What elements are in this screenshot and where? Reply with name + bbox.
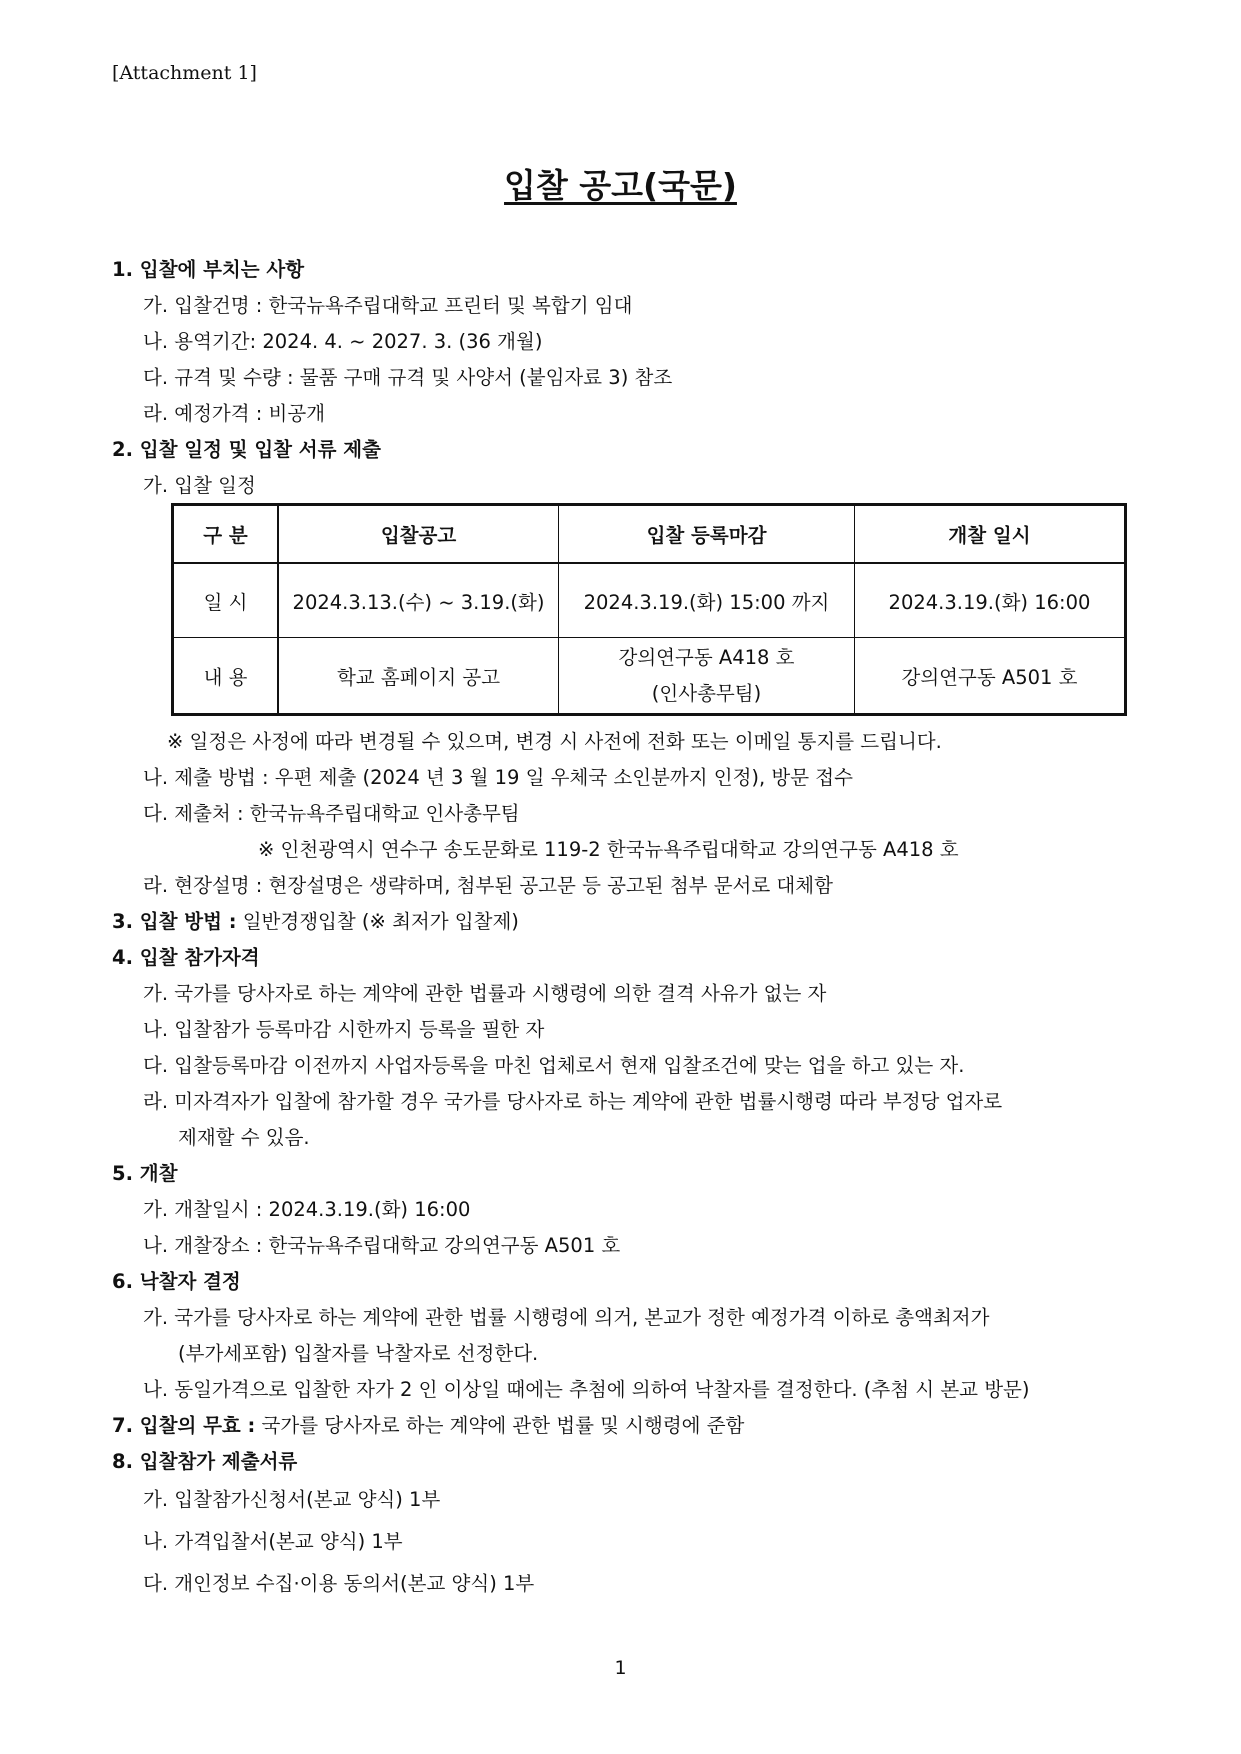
table-row (173, 563, 1126, 638)
page-number: 1 (614, 1657, 627, 1679)
table-cell: 2024.3.19.(화) 15:00 까지 (559, 563, 855, 638)
section-5-heading: 5. 개찰 (112, 1162, 178, 1185)
table-header-row (173, 505, 1126, 564)
section-8-item-a: 가. 입찰참가신청서(본교 양식) 1부 (143, 1488, 441, 1511)
section-2-heading: 2. 입찰 일정 및 입찰 서류 제출 (112, 438, 381, 461)
table-header-cell: 입찰 등록마감 (559, 505, 855, 564)
table-row (173, 638, 1126, 715)
table-cell (559, 638, 855, 715)
table-cell: 학교 홈페이지 공고 (278, 638, 559, 715)
section-4-item-a: 가. 국가를 당사자로 하는 계약에 관한 법률과 시행령에 의한 결격 사유가 없는 자 (143, 982, 827, 1005)
section-4-item-d-continued: 제재할 수 있음. (178, 1126, 310, 1149)
table-cell: 2024.3.13.(수) ~ 3.19.(화) (278, 563, 559, 638)
section-6-heading: 6. 낙찰자 결정 (112, 1270, 241, 1293)
table-header-cell: 입찰공고 (278, 505, 559, 564)
schedule-note: ※ 일정은 사정에 따라 변경될 수 있으며, 변경 시 사전에 전화 또는 이메일 통지를 드립니다. (167, 730, 942, 753)
section-6-item-a-continued: (부가세포함) 입찰자를 낙찰자로 선정한다. (178, 1342, 539, 1365)
section-4-heading: 4. 입찰 참가자격 (112, 946, 260, 969)
section-7-line (112, 1413, 744, 1439)
section-6-item-a: 가. 국가를 당사자로 하는 계약에 관한 법률 시행령에 의거, 본교가 정한 예정가격 이하로 총액최저가 (143, 1306, 990, 1329)
table-cell: 강의연구동 A501 호 (855, 638, 1126, 715)
section-3-text: 일반경쟁입찰 (※ 최저가 입찰제) (236, 910, 519, 933)
section-8-heading: 8. 입찰참가 제출서류 (112, 1450, 298, 1473)
section-1-item-c: 다. 규격 및 수량 : 물품 구매 규격 및 사양서 (붙임자료 3) 참조 (143, 366, 673, 389)
section-8-item-c: 다. 개인정보 수집·이용 동의서(본교 양식) 1부 (143, 1572, 535, 1595)
section-1-heading: 1. 입찰에 부치는 사항 (112, 258, 305, 281)
address-note: ※ 인천광역시 연수구 송도문화로 119-2 한국뉴욕주립대학교 강의연구동 A418 호 (258, 838, 959, 861)
section-1-item-b: 나. 용역기간: 2024. 4. ~ 2027. 3. (36 개월) (143, 330, 543, 353)
section-4-item-b: 나. 입찰참가 등록마감 시한까지 등록을 필한 자 (143, 1018, 545, 1041)
schedule-table (171, 503, 1127, 716)
table-cell: 내 용 (173, 638, 279, 715)
table-cell: 2024.3.19.(화) 16:00 (855, 563, 1126, 638)
section-3-heading: 3. 입찰 방법 : (112, 910, 237, 933)
section-5-item-a: 가. 개찰일시 : 2024.3.19.(화) 16:00 (143, 1198, 471, 1221)
section-1-item-d: 라. 예정가격 : 비공개 (143, 402, 326, 425)
cell-line: (인사총무팀) (651, 681, 762, 705)
section-1-item-a: 가. 입찰건명 : 한국뉴욕주립대학교 프린터 및 복합기 임대 (143, 294, 633, 317)
section-5-item-b: 나. 개찰장소 : 한국뉴욕주립대학교 강의연구동 A501 호 (143, 1234, 621, 1257)
cell-line: 강의연구동 A418 호 (618, 645, 795, 669)
section-7-heading: 7. 입찰의 무효 : (112, 1414, 256, 1437)
section-2-item-d: 라. 현장설명 : 현장설명은 생략하며, 첨부된 공고문 등 공고된 첨부 문서로 대체함 (143, 874, 833, 897)
section-4-item-c: 다. 입찰등록마감 이전까지 사업자등록을 마친 업체로서 현재 입찰조건에 맞는 업을 하고 있는 자. (143, 1054, 965, 1077)
section-2-item-b: 나. 제출 방법 : 우편 제출 (2024 년 3 월 19 일 우체국 소인분까지 인정), 방문 접수 (143, 766, 853, 789)
section-7-text: 국가를 당사자로 하는 계약에 관한 법률 및 시행령에 준함 (255, 1414, 745, 1437)
section-3-line (112, 909, 519, 935)
section-4-item-d: 라. 미자격자가 입찰에 참가할 경우 국가를 당사자로 하는 계약에 관한 법률시행령 따라 부정당 업자로 (143, 1090, 1003, 1113)
section-2-item-c: 다. 제출처 : 한국뉴욕주립대학교 인사총무팀 (143, 802, 520, 825)
table-header-cell: 개찰 일시 (855, 505, 1126, 564)
section-6-item-b: 나. 동일가격으로 입찰한 자가 2 인 이상일 때에는 추첨에 의하여 낙찰자를 결정한다. (추첨 시 본교 방문) (143, 1378, 1030, 1401)
section-8-item-b: 나. 가격입찰서(본교 양식) 1부 (143, 1530, 403, 1553)
page-title: 입찰 공고(국문) (504, 166, 737, 205)
attachment-label: [Attachment 1] (112, 62, 257, 84)
section-2-item-a: 가. 입찰 일정 (143, 474, 256, 497)
table-header-cell: 구 분 (173, 505, 279, 564)
table-cell: 일 시 (173, 563, 279, 638)
